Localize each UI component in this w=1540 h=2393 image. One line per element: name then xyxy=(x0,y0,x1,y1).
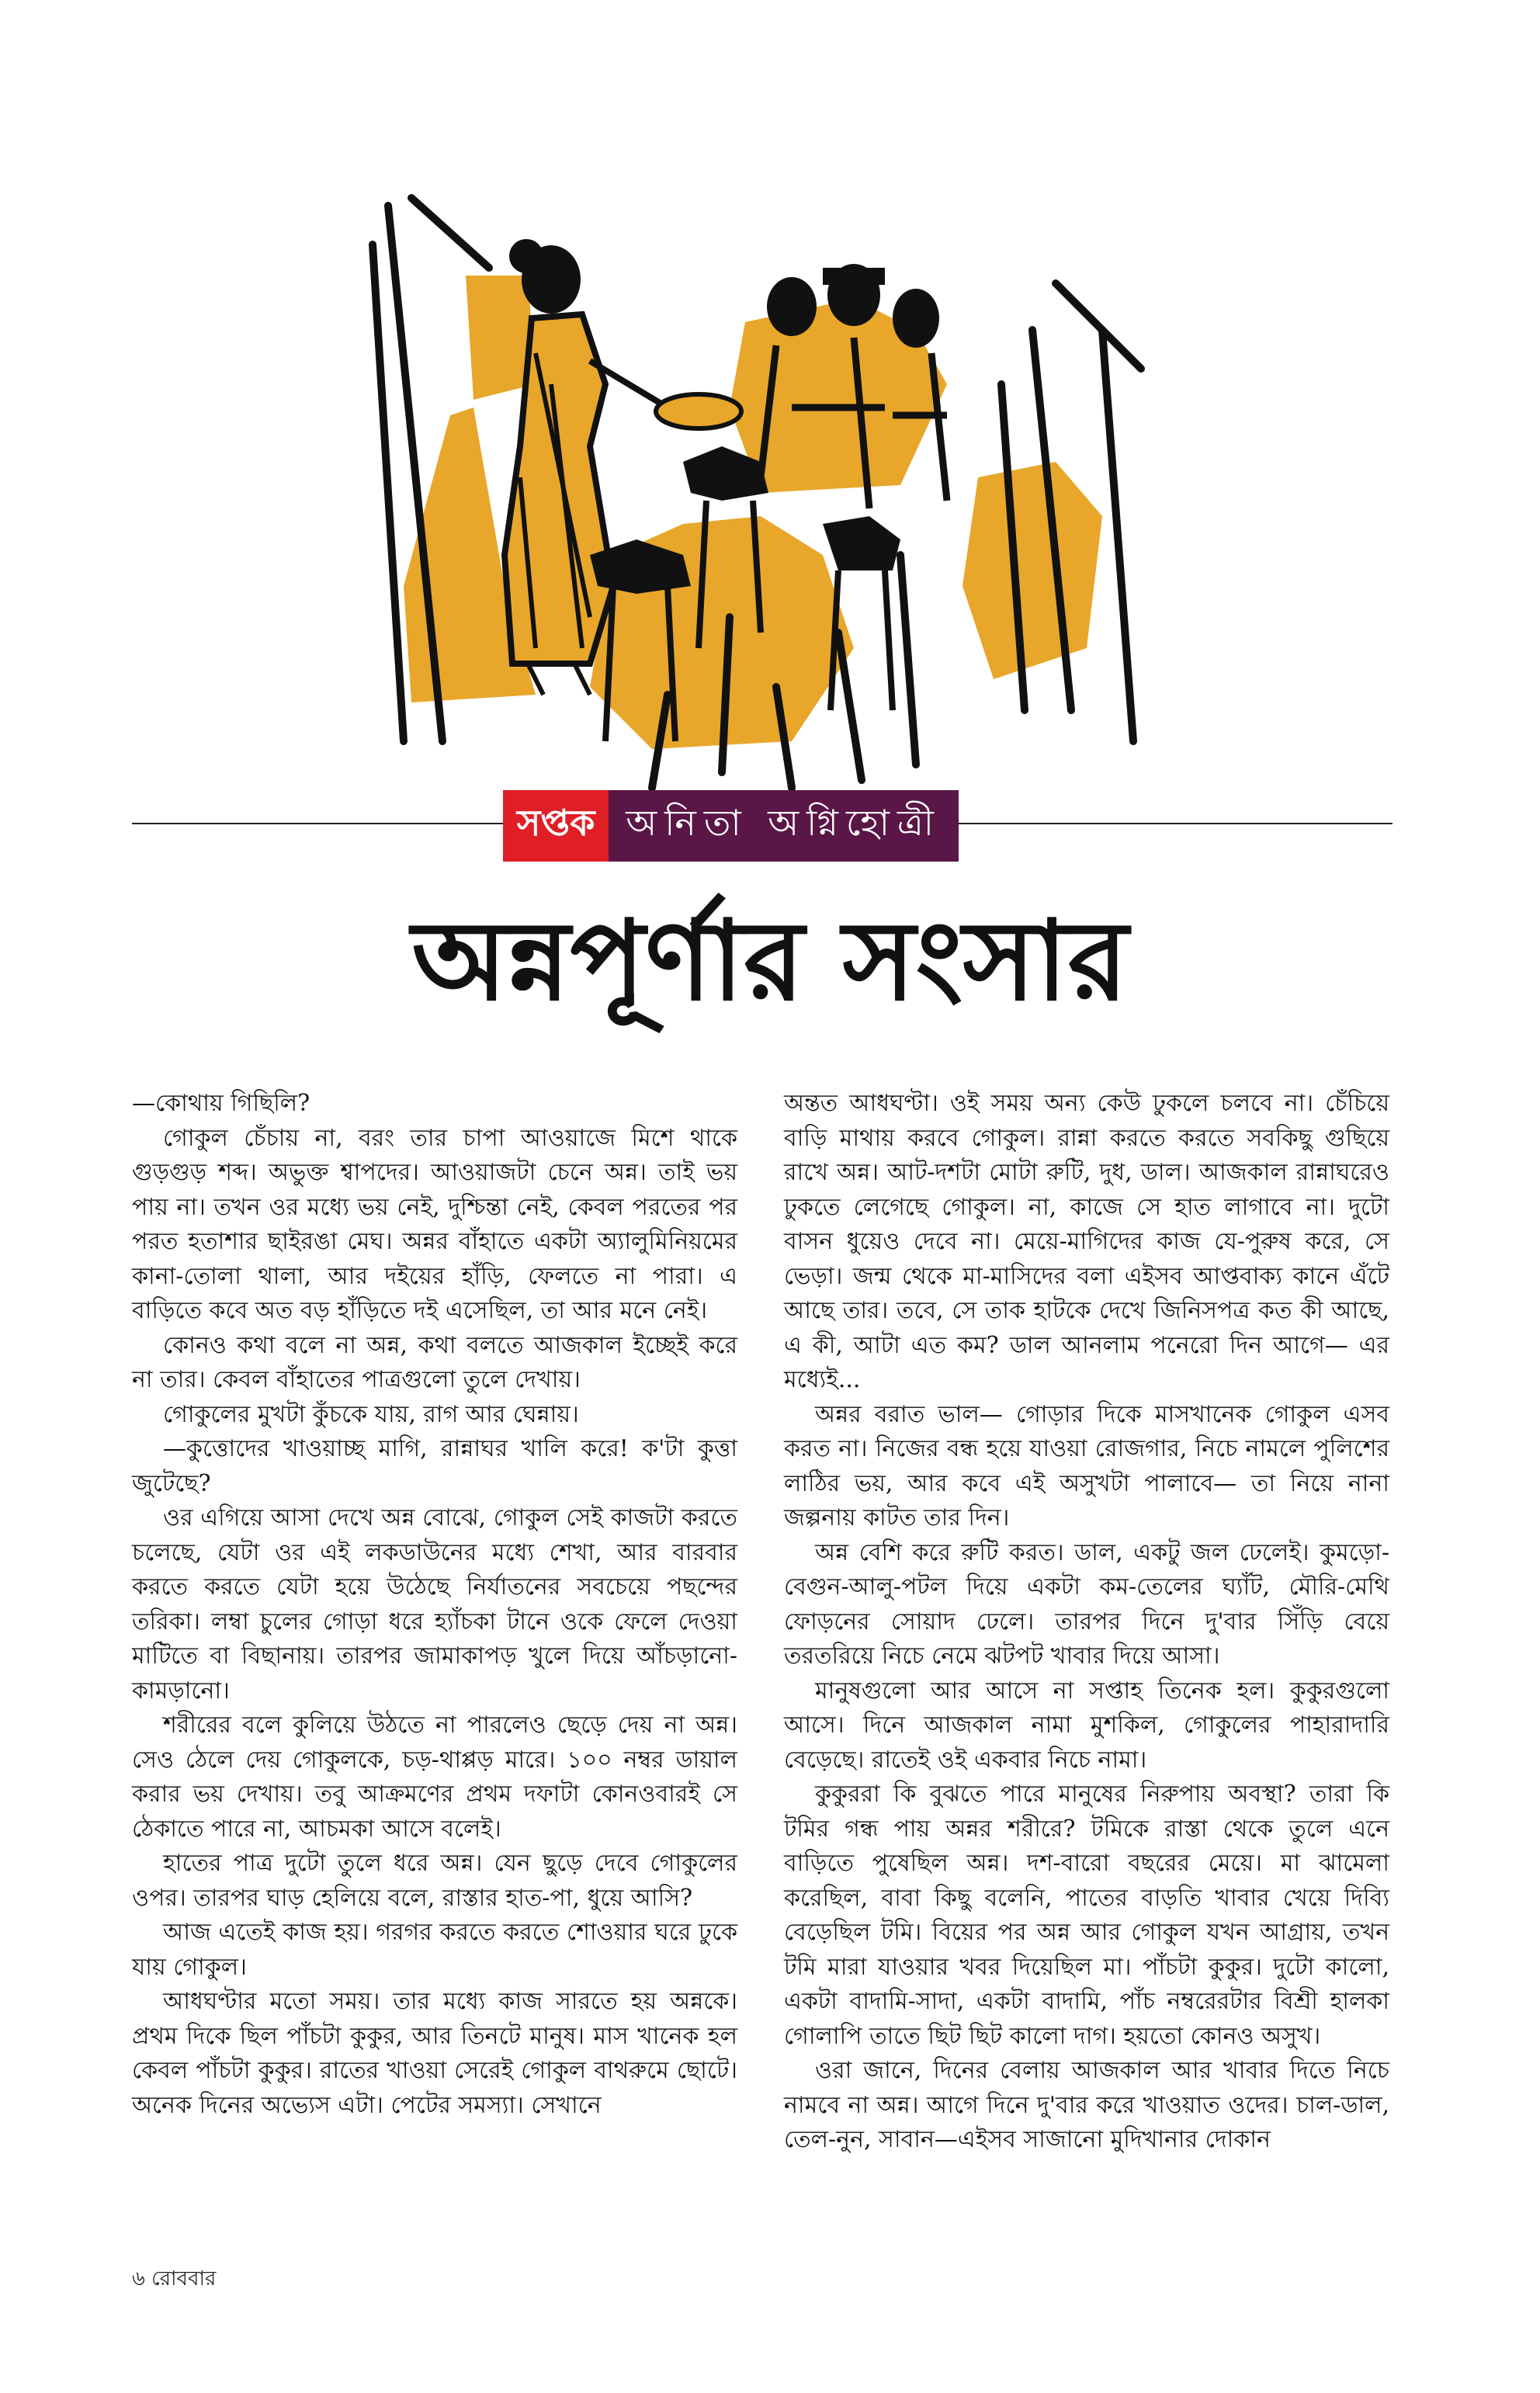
paragraph: —কোথায় গিছিলি? xyxy=(132,1090,310,1117)
paragraph: শরীরের বলে কুলিয়ে উঠতে না পারলেও ছেড়ে দেয় না অন্ন। সেও ঠেলে দেয় গোকুলকে, চড়-থাপ্পড় মারে। ১০০ নম্বর ডায়াল করার ভয় দেখায়। তবু আক্রমণের প্রথম দফাটা কোনওবারই সে ঠেকাতে পারে না, আচমকা আসে বলেই। xyxy=(132,1712,737,1843)
paragraph: ওরা জানে, দিনের বেলায় আজকাল আর খাবার দিতে নিচে নামবে না অন্ন। আগে দিনে দু'বার করে খাওয়াত ওদের। চাল-ডাল, তেল-নুন, সাবান—এইসব সাজানো মুদিখানার দোকান xyxy=(784,2057,1389,2153)
right-column xyxy=(784,1087,1389,2158)
paragraph: অন্নর বরাত ভাল— গোড়ার দিকে মাসখানেক গোকুল এসব করত না। নিজের বন্ধ হয়ে যাওয়া রোজগার, নিচে নামলে পুলিশের লাঠির ভয়, আর কবে এই অসুখটা পালাবে— তা নিয়ে নানা জল্পনায় কাটত তার দিন। xyxy=(784,1400,1389,1531)
series-tag: সপ্তক xyxy=(503,790,609,862)
paragraph: অন্তত আধঘণ্টা। ওই সময় অন্য কেউ ঢুকলে চলবে না। চেঁচিয়ে বাড়ি মাথায় করবে গোকুল। রান্না করতে করতে সবকিছু গুছিয়ে রাখে অন্ন। আট-দশটা মোটা রুটি, দুধ, ডাল। আজকাল রান্নাঘরেও ঢুকতে লেগেছে গোকুল। না, কাজে সে হাত লাগাবে না। দুটো বাসন ধুয়েও দেবে না। মেয়ে-মাগিদের কাজ যে-পুরুষ করে, সে ভেড়া। জন্ম থেকে মা-মাসিদের বলা এইসব আপ্তবাক্য কানে এঁটে আছে তার। তবে, সে তাক হাটকে দেখে জিনিসপত্র কত কী আছে, এ কী, আটা এত কম? ডাল আনলাম পনেরো দিন আগে— এর মধ্যেই... xyxy=(784,1090,1389,1393)
page-folio: ৬ রোববার xyxy=(132,2267,217,2291)
paragraph: আজ এতেই কাজ হয়। গরগর করতে করতে শোওয়ার ঘরে ঢুকে যায় গোকুল। xyxy=(132,1919,737,1981)
paragraph: গোকুলের মুখটা কুঁচকে যায়, রাগ আর ঘেন্নায়। xyxy=(163,1400,579,1428)
paragraph: আধঘণ্টার মতো সময়। তার মধ্যে কাজ সারতে হয় অন্নকে। প্রথম দিকে ছিল পাঁচটা কুকুর, আর তিনটে মানুষ। মাস খানেক হল কেবল পাঁচটা কুকুর। রাতের খাওয়া সেরেই গোকুল বাথরুমে ছোটে। অনেক দিনের অভ্যেস এটা। পেটের সমস্যা। সেখানে xyxy=(132,1988,737,2119)
woman-with-dogs-illustration-icon xyxy=(357,151,1172,796)
paragraph: কোনও কথা বলে না অন্ন, কথা বলতে আজকাল ইচ্ছেই করে না তার। কেবল বাঁহাতের পাত্রগুলো তুলে দেখায়। xyxy=(132,1331,737,1393)
story-title: অন্নপূর্ণার সংসার xyxy=(411,897,1129,1025)
paragraph: কুকুররা কি বুঝতে পারে মানুষের নিরুপায় অবস্থা? তারা কি টমির গন্ধ পায় অন্নর শরীরে? টমিকে রাস্তা থেকে তুলে এনে বাড়িতে পুষেছিল অন্ন। দশ-বারো বছরের মেয়ে। মা ঝামেলা করেছিল, বাবা কিছু বলেনি, পাতের বাড়তি খাবার খেয়ে দিব্যি বেড়েছিল টমি। বিয়ের পর অন্ন আর গোকুল যখন আগ্রায়, তখন টমি মারা যাওয়ার খবর দিয়েছিল মা। পাঁচটা কুকুর। দুটো কালো, একটা বাদামি-সাদা, একটা বাদামি, পাঁচ নম্বরেরটার বিশ্রী হালকা গোলাপি তাতে ছিট ছিট কালো দাগ। হয়তো কোনও অসুখ। xyxy=(784,1781,1389,2050)
paragraph: ওর এগিয়ে আসা দেখে অন্ন বোঝে, গোকুল সেই কাজটা করতে চলেছে, যেটা ওর এই লকডাউনের মধ্যে শেখা, আর বারবার করতে করতে যেটা হয়ে উঠেছে নির্যাতনের সবচেয়ে পছন্দের তরিকা। লম্বা চুলের গোড়া ধরে হ্যাঁচকা টানে ওকে ফেলে দেওয়া মাটিতে বা বিছানায়। তারপর জামাকাপড় খুলে দিয়ে আঁচড়ানো-কামড়ানো। xyxy=(132,1504,737,1705)
paragraph: মানুষগুলো আর আসে না সপ্তাহ তিনেক হল। কুকুরগুলো আসে। দিনে আজকাল নামা মুশকিল, গোকুলের পাহারাদারি বেড়েছে। রাতেই ওই একবার নিচে নামা। xyxy=(784,1677,1389,1774)
byline xyxy=(503,790,959,862)
author-name: অনিতা অগ্নিহোত্রী xyxy=(609,790,959,862)
paragraph: হাতের পাত্র দুটো তুলে ধরে অন্ন। যেন ছুড়ে দেবে গোকুলের ওপর। তারপর ঘাড় হেলিয়ে বলে, রাস্তার হাত-পা, ধুয়ে আসি? xyxy=(132,1850,737,1912)
left-column xyxy=(132,1087,737,2123)
paragraph: —কুত্তোদের খাওয়াচ্ছ মাগি, রান্নাঘর খালি করে! ক'টা কুত্তা জুটেছে? xyxy=(132,1435,737,1497)
paragraph: গোকুল চেঁচায় না, বরং তার চাপা আওয়াজে মিশে থাকে গুড়গুড় শব্দ। অভুক্ত শ্বাপদের। আওয়াজটা চেনে অন্ন। তাই ভয় পায় না। তখন ওর মধ্যে ভয় নেই, দুশ্চিন্তা নেই, কেবল পরতের পর পরত হতাশার ছাইরঙা মেঘ। অন্নর বাঁহাতে একটা অ্যালুমিনিয়মের কানা-তোলা থালা, আর দইয়ের হাঁড়ি, ফেলতে না পারা। এ বাড়িতে কবে অত বড় হাঁড়িতে দই এসেছিল, তা আর মনে নেই। xyxy=(132,1124,737,1324)
paragraph: অন্ন বেশি করে রুটি করত। ডাল, একটু জল ঢেলেই। কুমড়ো-বেগুন-আলু-পটল দিয়ে একটা কম-তেলের ঘ্যাঁট, মৌরি-মেথি ফোড়নের সোয়াদ ঢেলে। তারপর দিনে দু'বার সিঁড়ি বেয়ে তরতরিয়ে নিচে নেমে ঝটপট খাবার দিয়ে আসা। xyxy=(784,1538,1389,1670)
